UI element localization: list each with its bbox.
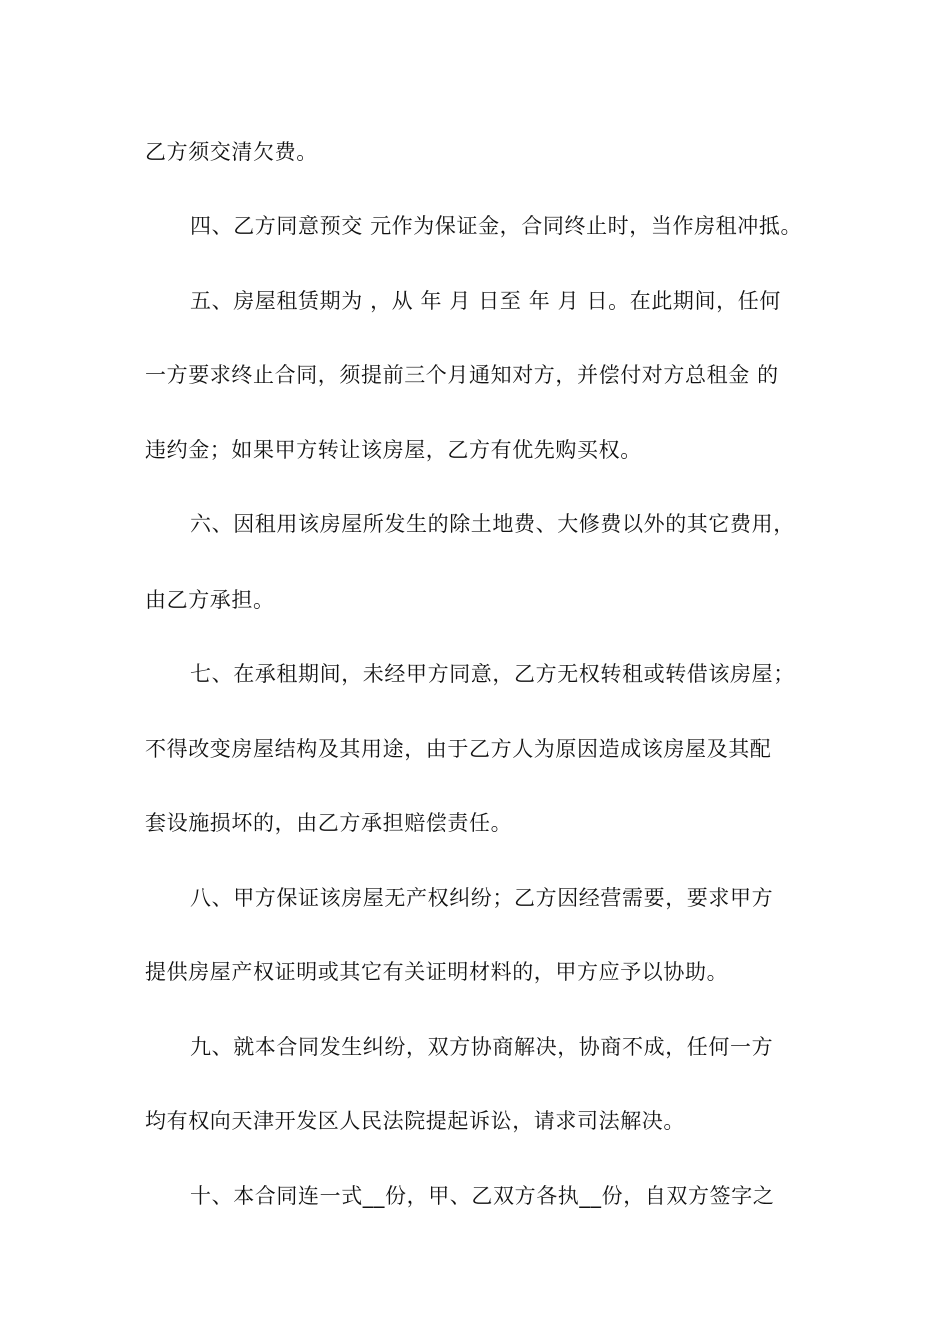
clause-5-line: 一方要求终止合同，须提前三个月通知对方，并偿付对方总租金 的 [145,363,779,387]
clause-5-line: 五、房屋租赁期为 ，从 年 月 日至 年 月 日。在此期间，任何 [190,289,781,313]
clause-6-line: 六、因租用该房屋所发生的除土地费、大修费以外的其它费用， [190,512,795,536]
clause-5-line: 违约金；如果甲方转让该房屋，乙方有优先购买权。 [145,438,642,462]
clause-10-line: 十、本合同连一式__份，甲、乙双方各执__份，自双方签字之 [190,1184,775,1208]
clause-7-line: 套设施损坏的，由乙方承担赔偿责任。 [145,811,513,835]
paragraph-line: 乙方须交清欠费。 [145,140,318,164]
clause-4-line: 四、乙方同意预交 元作为保证金，合同终止时，当作房租冲抵。 [190,214,803,238]
clause-9-line: 均有权向天津开发区人民法院提起诉讼，请求司法解决。 [145,1109,685,1133]
clause-9-line: 九、就本合同发生纠纷，双方协商解决，协商不成，任何一方 [190,1035,774,1059]
clause-8-line: 八、甲方保证该房屋无产权纠纷；乙方因经营需要，要求甲方 [190,886,774,910]
clause-6-line: 由乙方承担。 [145,588,275,612]
clause-7-line: 七、在承租期间，未经甲方同意，乙方无权转租或转借该房屋； [190,662,795,686]
clause-8-line: 提供房屋产权证明或其它有关证明材料的，甲方应予以协助。 [145,960,729,984]
clause-7-line: 不得改变房屋结构及其用途，由于乙方人为原因造成该房屋及其配 [145,737,772,761]
